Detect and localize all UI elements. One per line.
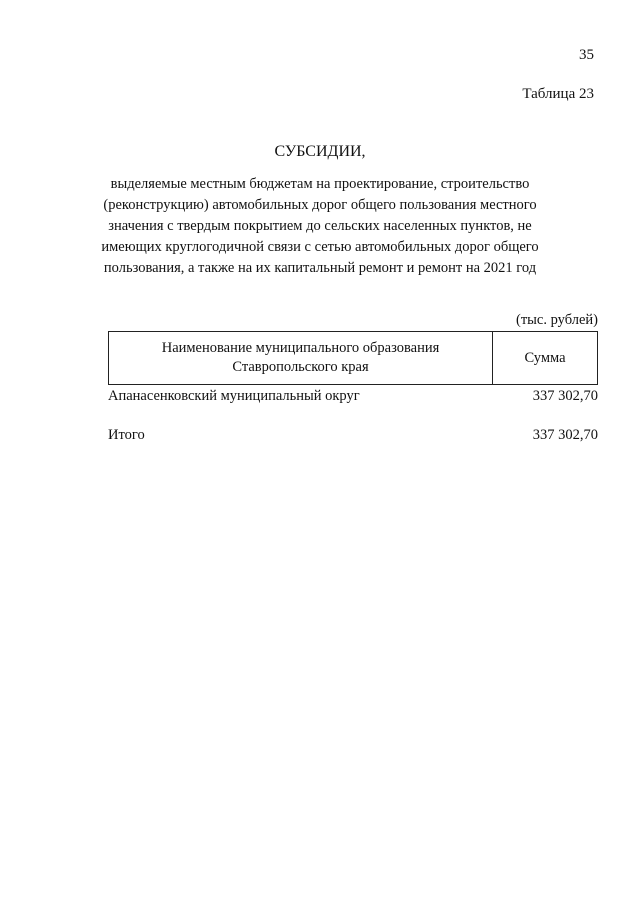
table-label: Таблица 23	[522, 86, 594, 102]
row-name: Апанасенковский муниципальный округ	[108, 388, 360, 404]
header-name-line: Наименование муниципального образования	[161, 340, 440, 356]
document-subtitle	[95, 174, 545, 279]
units-label: (тыс. рублей)	[516, 312, 598, 328]
row-sum: 337 302,70	[532, 388, 598, 404]
document-title: СУБСИДИИ,	[274, 143, 366, 160]
subtitle-line: имеющих круглогодичной связи с сетью автомобильных дорог общего	[101, 239, 539, 255]
table-row	[108, 388, 598, 405]
table-header	[108, 331, 598, 385]
total-label: Итого	[108, 427, 145, 443]
total-sum: 337 302,70	[532, 427, 598, 443]
page-number: 35	[579, 47, 594, 63]
header-name-line: Ставропольского края	[232, 359, 369, 375]
header-name-cell	[109, 332, 493, 384]
subtitle-line: выделяемые местным бюджетам на проектирование, строительство	[110, 176, 530, 192]
subtitle-line: пользования, а также на их капитальный ремонт и ремонт на 2021 год	[103, 260, 537, 276]
header-sum-cell: Сумма	[524, 349, 566, 366]
total-row	[108, 427, 598, 444]
subtitle-line: значения с твердым покрытием до сельских населенных пунктов, не	[108, 218, 532, 234]
subtitle-line: (реконструкцию) автомобильных дорог общего пользования местного	[103, 197, 537, 213]
